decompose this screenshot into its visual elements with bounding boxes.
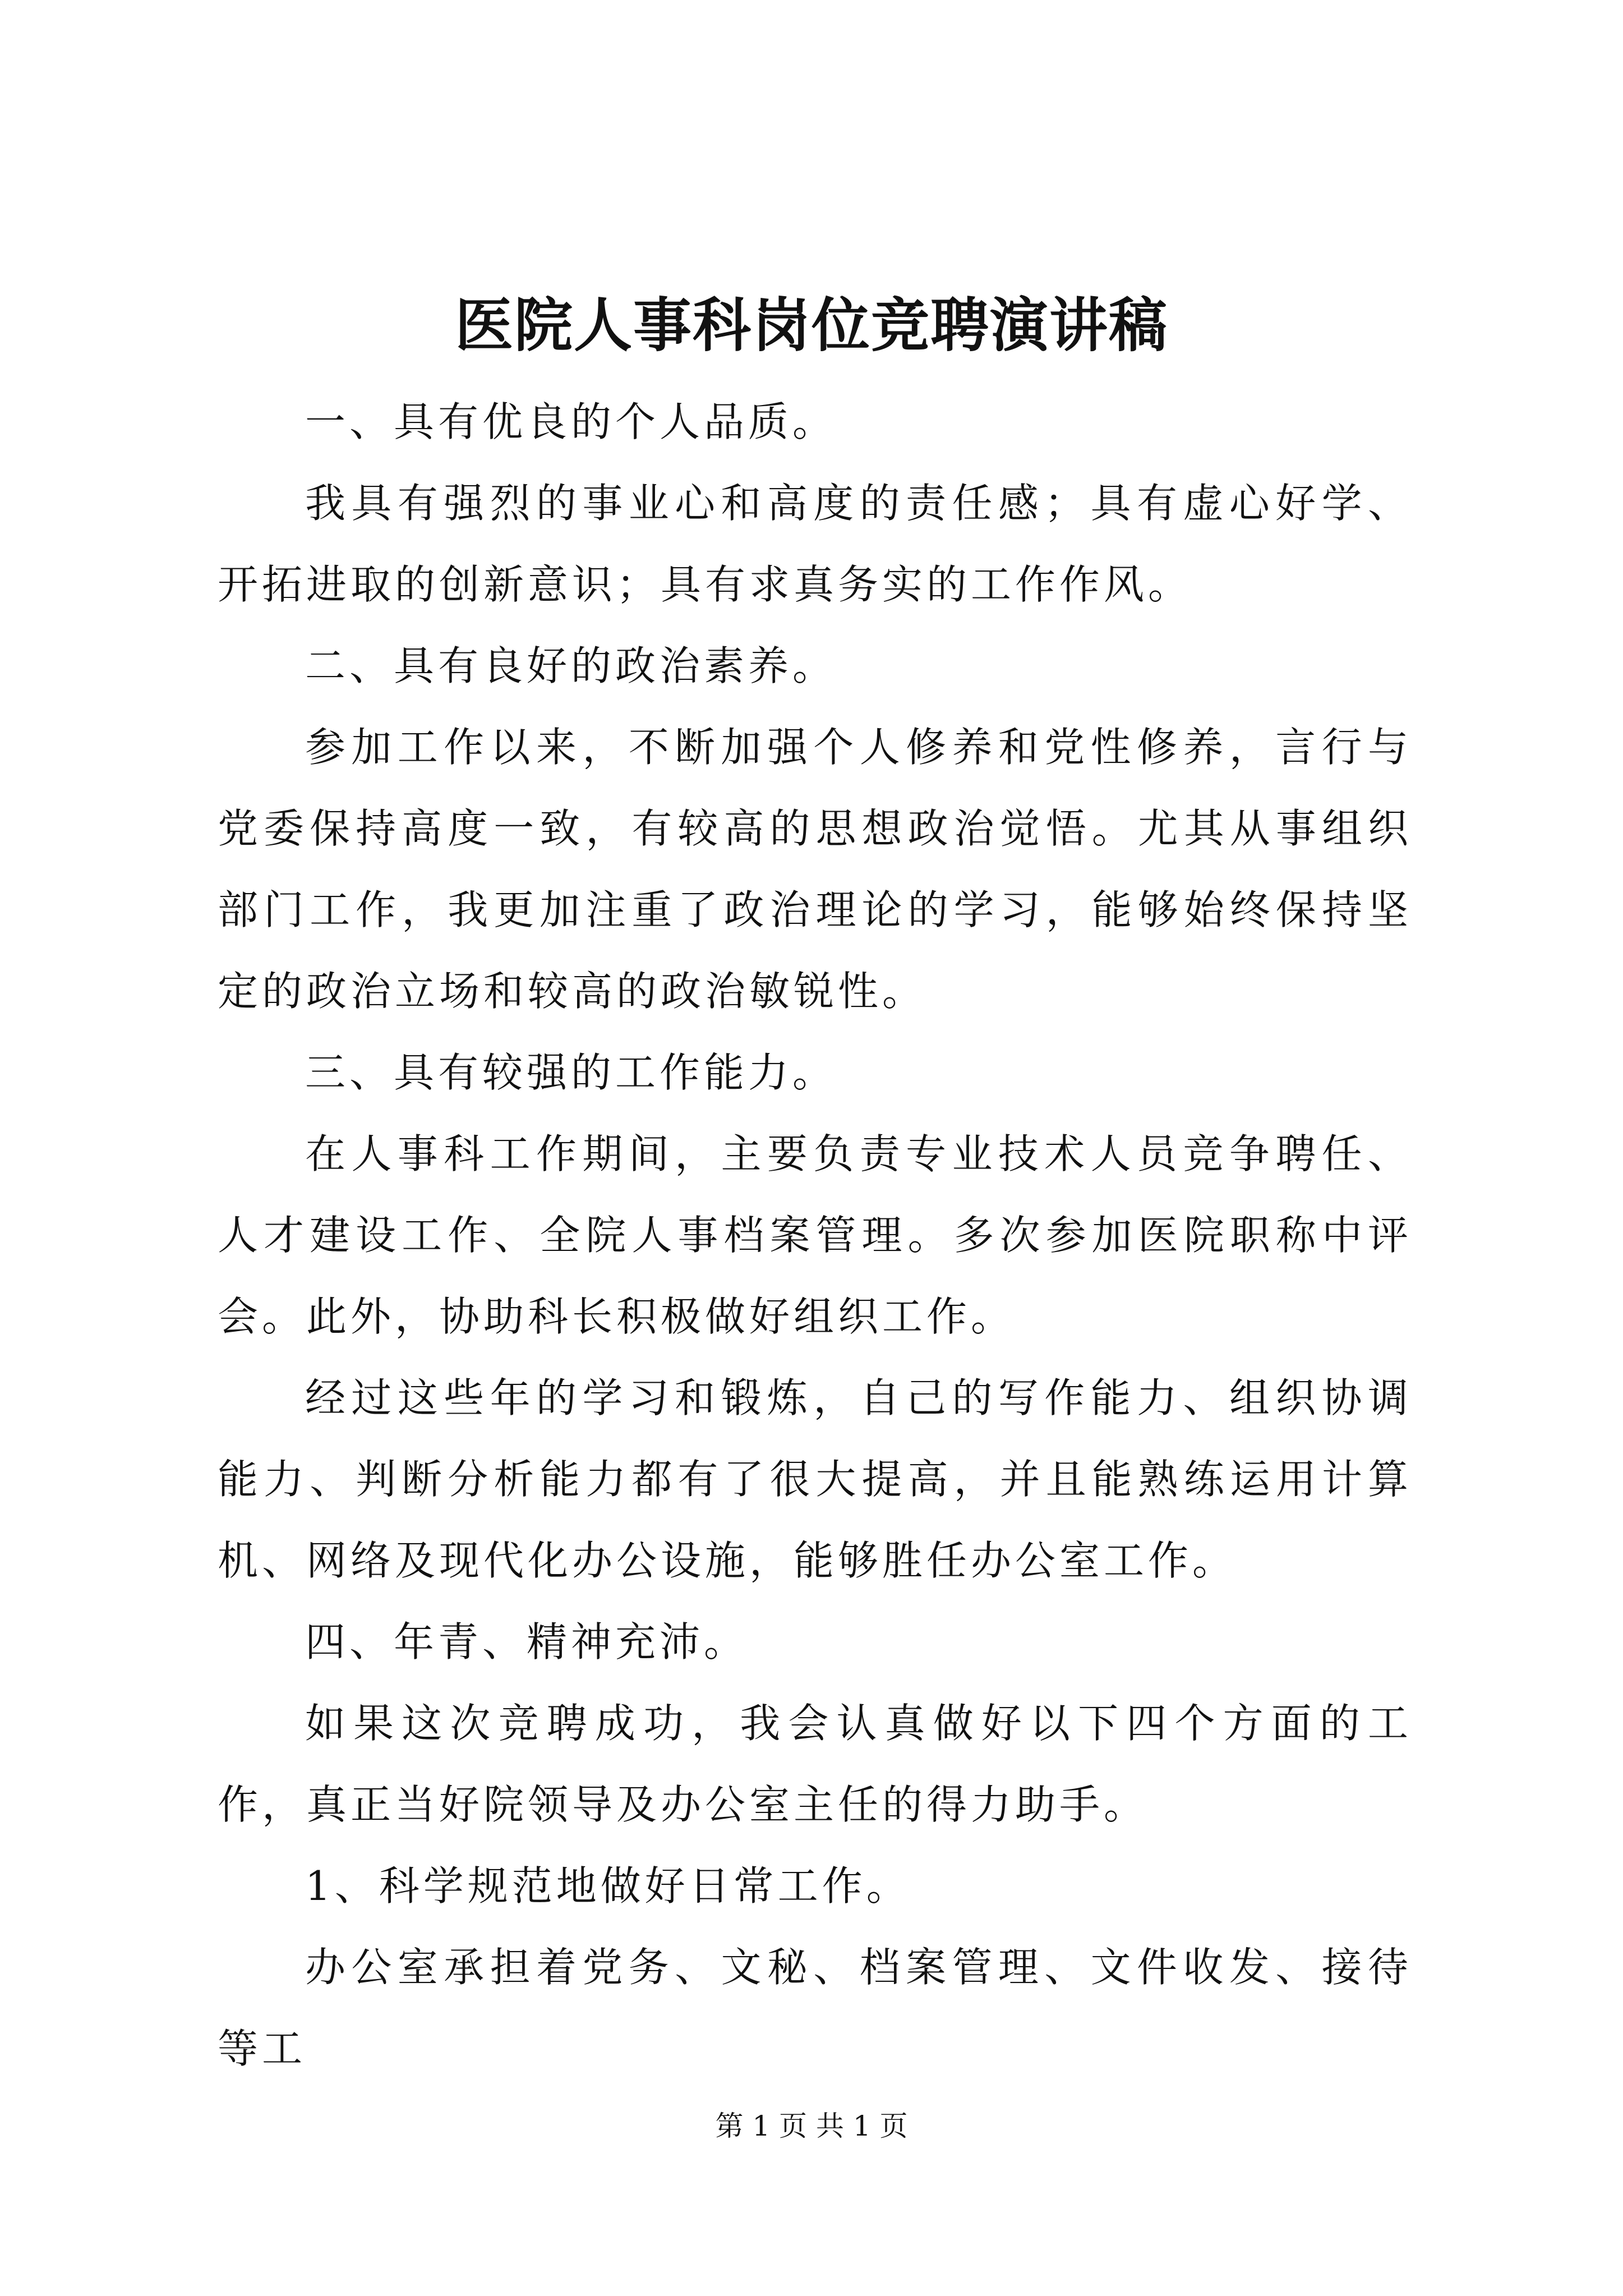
paragraph: 办公室承担着党务、文秘、档案管理、文件收发、接待等工 (218, 1944, 1412, 2072)
paragraph: 四、年青、精神充沛。 (305, 1618, 749, 1665)
paragraph: 经过这些年的学习和锻炼，自己的写作能力、组织协调能力、判断分析能力都有了很大提高，并且能熟练运用计算机、网络及现代化办公设施，能够胜任办公室工作。 (218, 1374, 1412, 1584)
document-body (218, 381, 1412, 2090)
paragraph: 如果这次竞聘成功，我会认真做好以下四个方面的工作，真正当好院领导及办公室主任的得力助手。 (218, 1700, 1412, 1828)
paragraph: 二、具有良好的政治素养。 (305, 642, 837, 689)
paragraph: 参加工作以来，不断加强个人修养和党性修养，言行与党委保持高度一致，有较高的思想政治觉悟。尤其从事组织部门工作，我更加注重了政治理论的学习，能够始终保持坚定的政治立场和较高的政治敏锐性。 (218, 724, 1412, 1015)
document-title: 医院人事科岗位竞聘演讲稿 (454, 291, 1168, 360)
paragraph: 三、具有较强的工作能力。 (305, 1049, 837, 1096)
paragraph: 一、具有优良的个人品质。 (305, 398, 837, 445)
paragraph: 在人事科工作期间，主要负责专业技术人员竞争聘任、人才建设工作、全院人事档案管理。多次参加医院职称中评会。此外，协助科长积极做好组织工作。 (218, 1130, 1412, 1340)
page-footer: 第 1 页 共 1 页 (715, 2110, 908, 2142)
paragraph: 我具有强烈的事业心和高度的责任感；具有虚心好学、开拓进取的创新意识；具有求真务实的工作作风。 (218, 480, 1412, 608)
paragraph: 1、科学规范地做好日常工作。 (305, 1862, 911, 1910)
